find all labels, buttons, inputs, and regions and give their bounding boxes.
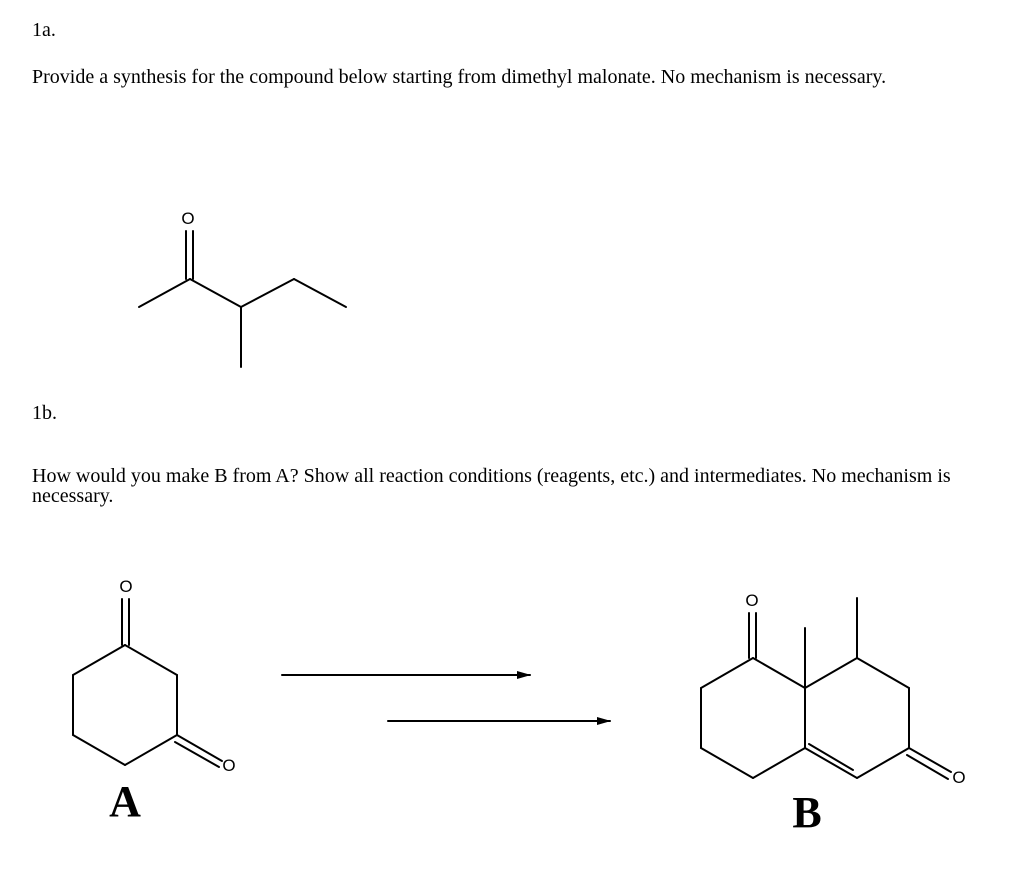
compound-b-structure xyxy=(701,591,966,837)
oxygen-atom-label: O xyxy=(119,577,133,596)
oxygen-atom-label: O xyxy=(745,591,759,610)
compound-a-label: A xyxy=(109,777,141,826)
question-1a-text: Provide a synthesis for the compound below starting from dimethyl malonate. No mechanism is necessary. xyxy=(32,66,887,88)
ketone-structure-1a xyxy=(139,209,346,367)
oxygen-atom-label: O xyxy=(222,756,236,775)
question-1b-text: How would you make B from A? Show all reaction conditions (reagents, etc.) and intermediates. No mechanism is necessary. xyxy=(32,465,951,507)
question-1a-label: 1a. xyxy=(32,19,56,41)
question-1b-label: 1b. xyxy=(32,402,57,424)
oxygen-atom-label: O xyxy=(952,768,966,787)
compound-a-structure xyxy=(73,577,236,826)
oxygen-atom-label: O xyxy=(181,209,195,228)
compound-b-label: B xyxy=(792,788,822,837)
